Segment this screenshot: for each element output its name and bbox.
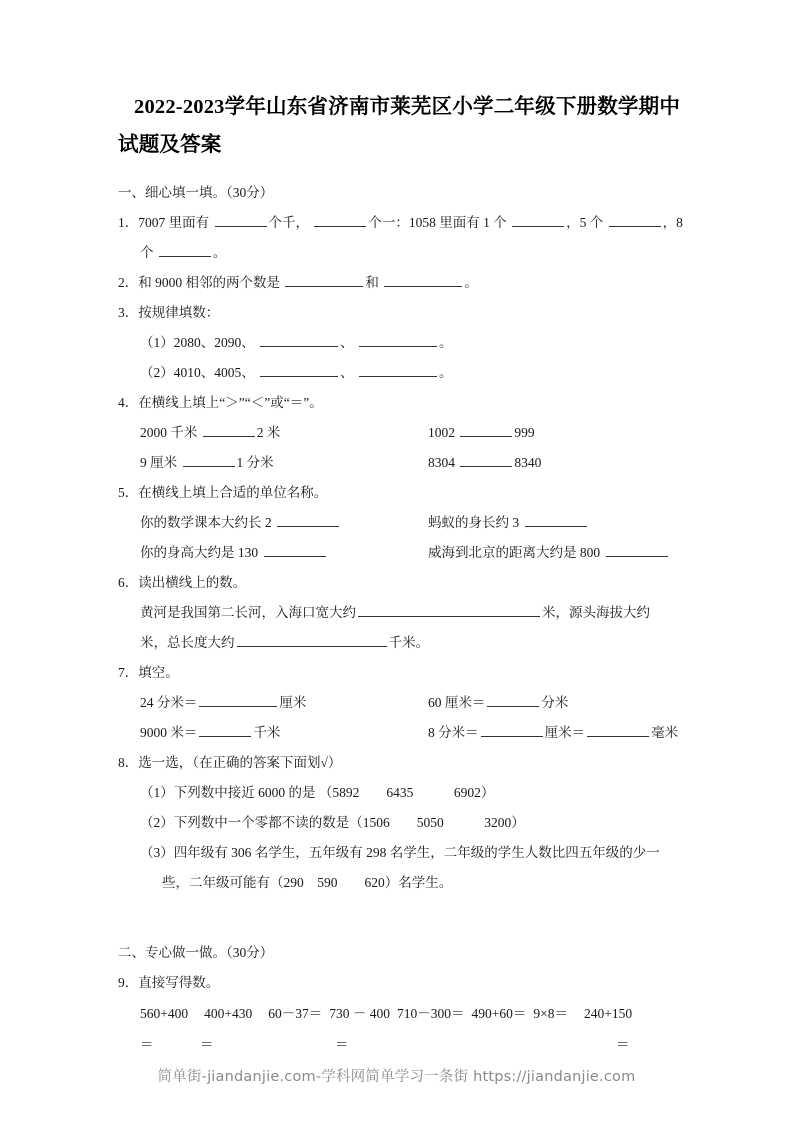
q1-blank-1[interactable]	[215, 213, 267, 227]
section-1-heading: 一、细心填一填。（30分）	[118, 185, 274, 200]
q7-r1-right-b: 分米	[541, 695, 569, 710]
q3-2-text-c: 。	[439, 365, 453, 380]
q7-r1-left-a: 24 分米＝	[140, 695, 198, 710]
q4-r1-right-blank[interactable]	[460, 423, 512, 437]
q2-blank-1[interactable]	[285, 273, 363, 287]
q5-row-2-right	[428, 538, 690, 568]
question-6-line-2	[118, 628, 690, 658]
q3-1-blank-2[interactable]	[359, 333, 437, 347]
q4-r1-right-b: 999	[514, 425, 535, 440]
q7-r2-left-blank[interactable]	[199, 723, 251, 737]
q1-blank-5[interactable]	[159, 243, 211, 257]
question-3-sub-1	[118, 328, 690, 358]
question-9: 9．直接写得数。	[118, 975, 220, 990]
q4-r2-left-blank[interactable]	[183, 453, 235, 467]
q6-blank-1[interactable]	[358, 603, 540, 617]
q2-text-a: 2．和 9000 相邻的两个数是	[118, 275, 280, 290]
q5-r1-left-blank[interactable]	[277, 513, 339, 527]
calc-item-8: 240+150	[584, 1006, 633, 1021]
q6-text-d: 千米。	[388, 635, 429, 650]
question-4-row-2	[118, 448, 690, 478]
q7-r1-left-b: 厘米	[279, 695, 307, 710]
q5-r2-right-blank[interactable]	[606, 543, 668, 557]
q6-blank-2[interactable]	[237, 633, 387, 647]
calc-item-3: 60－37＝	[268, 1006, 323, 1021]
q4-r1-left-blank[interactable]	[203, 423, 255, 437]
question-7-row-1	[118, 688, 690, 718]
question-4: 4．在横线上填上“＞”“＜”或“＝”。	[118, 395, 323, 410]
q1-text-d: ，5 个	[566, 215, 604, 230]
q1-text-g: 。	[212, 245, 227, 260]
q3-1-blank-1[interactable]	[260, 333, 338, 347]
q2-blank-2[interactable]	[384, 273, 462, 287]
q1-blank-2[interactable]	[314, 213, 366, 227]
q1-text-c: 个一：1058 里面有 1 个	[368, 215, 507, 230]
q3-1-text-b: 、	[340, 335, 354, 350]
q4-row-2-right	[428, 448, 690, 478]
q1-text-b: 个千，	[268, 215, 309, 230]
calc-equals-4: ＝	[616, 1037, 630, 1052]
q6-text-b: 米，源头海拔大约	[542, 605, 650, 620]
question-4-row-1	[118, 418, 690, 448]
q7-r1-left-blank[interactable]	[199, 693, 277, 707]
section-divider-space	[118, 898, 690, 938]
calc-item-1: 560+400	[140, 1006, 189, 1021]
question-5-row-2	[118, 538, 690, 568]
q7-r2-right-blank-2[interactable]	[587, 723, 649, 737]
q2-text-c: 。	[464, 275, 478, 290]
q7-row-1-left	[140, 688, 428, 718]
q4-row-1-right	[428, 418, 690, 448]
question-5-row-1	[118, 508, 690, 538]
footer-watermark: 简单街-jiandanjie.com-学科网简单学习一条街 https://jiandanjie.com	[157, 1069, 636, 1085]
q7-row-2-left	[140, 718, 428, 748]
calc-item-7: 9×8＝	[533, 1006, 568, 1021]
calc-equals-3: ＝	[335, 1037, 349, 1052]
question-9-equals-row	[118, 1029, 690, 1060]
question-9-calculations	[118, 998, 690, 1029]
question-2	[118, 268, 690, 298]
q5-r2-right-text: 威海到北京的距离大约是 800	[428, 545, 601, 560]
q2-text-b: 和	[365, 275, 379, 290]
document-content	[118, 88, 690, 1060]
question-5: 5．在横线上填上合适的单位名称。	[118, 485, 328, 500]
calc-item-5: 710－300＝	[397, 1006, 465, 1021]
calc-item-4: 730 － 400	[329, 1006, 390, 1021]
calc-equals-1: ＝	[140, 1037, 154, 1052]
question-7-row-2	[118, 718, 690, 748]
q5-r1-left-text: 你的数学课本大约长 2	[140, 515, 272, 530]
q4-r1-left-a: 2000 千米	[140, 425, 198, 440]
q7-r2-left-b: 千米	[253, 725, 281, 740]
q5-row-1-right	[428, 508, 690, 538]
q1-text-f: 个	[140, 245, 154, 260]
question-7: 7．填空。	[118, 665, 179, 680]
q1-blank-4[interactable]	[609, 213, 661, 227]
q7-row-2-right	[428, 718, 690, 748]
q3-2-blank-2[interactable]	[359, 363, 437, 377]
q7-row-1-right	[428, 688, 690, 718]
question-8: 8．选一选，（在正确的答案下面划√）	[118, 755, 342, 770]
q8-3-line-1: （3）四年级有 306 名学生，五年级有 298 名学生，二年级的学生人数比四五年级的少一	[140, 845, 660, 860]
q7-r1-right-blank[interactable]	[487, 693, 539, 707]
q4-row-2-left	[140, 448, 428, 478]
q7-r2-right-a: 8 分米＝	[428, 725, 479, 740]
q6-text-a: 黄河是我国第二长河，入海口宽大约	[140, 605, 356, 620]
question-1-line-2	[118, 238, 690, 268]
q1-text-e: ，8	[662, 215, 683, 230]
question-6: 6．读出横线上的数。	[118, 575, 247, 590]
q4-r2-right-blank[interactable]	[460, 453, 512, 467]
q7-r2-left-a: 9000 米＝	[140, 725, 198, 740]
q4-r2-left-b: 1 分米	[236, 455, 274, 470]
q5-r1-right-text: 蚂蚁的身长约 3	[428, 515, 520, 530]
question-3-sub-2	[118, 358, 690, 388]
q3-2-text-a: （2）4010、4005、	[140, 365, 255, 380]
q7-r2-right-c: 毫米	[651, 725, 679, 740]
q3-2-text-b: 、	[340, 365, 354, 380]
q5-row-1-left	[140, 508, 428, 538]
q5-r2-left-blank[interactable]	[264, 543, 326, 557]
calc-equals-2: ＝	[200, 1037, 214, 1052]
q4-r1-right-a: 1002	[428, 425, 455, 440]
question-3: 3．按规律填数：	[118, 305, 220, 320]
q4-row-1-left	[140, 418, 428, 448]
q5-row-2-left	[140, 538, 428, 568]
q6-text-c: 米，总长度大约	[140, 635, 235, 650]
calc-item-2: 400+430	[204, 1006, 253, 1021]
question-8-sub-3[interactable]	[118, 838, 690, 898]
q1-text-a: 1．7007 里面有	[118, 215, 210, 230]
q7-r2-right-blank-1[interactable]	[481, 723, 543, 737]
q4-r2-left-a: 9 厘米	[140, 455, 178, 470]
question-1	[118, 208, 690, 238]
q7-r1-right-a: 60 厘米＝	[428, 695, 486, 710]
q3-1-text-a: （1）2080、2090、	[140, 335, 255, 350]
q5-r2-left-text: 你的身高大约是 130	[140, 545, 259, 560]
q4-r1-left-b: 2 米	[256, 425, 281, 440]
question-8-sub-2[interactable]: （2）下列数中一个零都不读的数是（1506 5050 3200）	[140, 815, 525, 830]
q5-r1-right-blank[interactable]	[525, 513, 587, 527]
question-8-sub-1[interactable]: （1）下列数中接近 6000 的是 （5892 6435 6902）	[140, 785, 495, 800]
page-title: 2022-2023学年山东省济南市莱芜区小学二年级下册数学期中试题及答案	[118, 96, 681, 156]
q7-r2-right-b: 厘米＝	[544, 725, 586, 740]
q4-r2-right-b: 8340	[514, 455, 542, 470]
section-2-heading: 二、专心做一做。（30分）	[118, 945, 274, 960]
q3-1-text-c: 。	[439, 335, 453, 350]
q3-2-blank-1[interactable]	[260, 363, 338, 377]
q4-r2-right-a: 8304	[428, 455, 455, 470]
q8-3-line-2: 些，二年级可能有（290 590 620）名学生。	[162, 875, 453, 890]
calc-item-6: 490+60＝	[471, 1006, 527, 1021]
question-6-line-1	[118, 598, 690, 628]
q1-blank-3[interactable]	[512, 213, 564, 227]
